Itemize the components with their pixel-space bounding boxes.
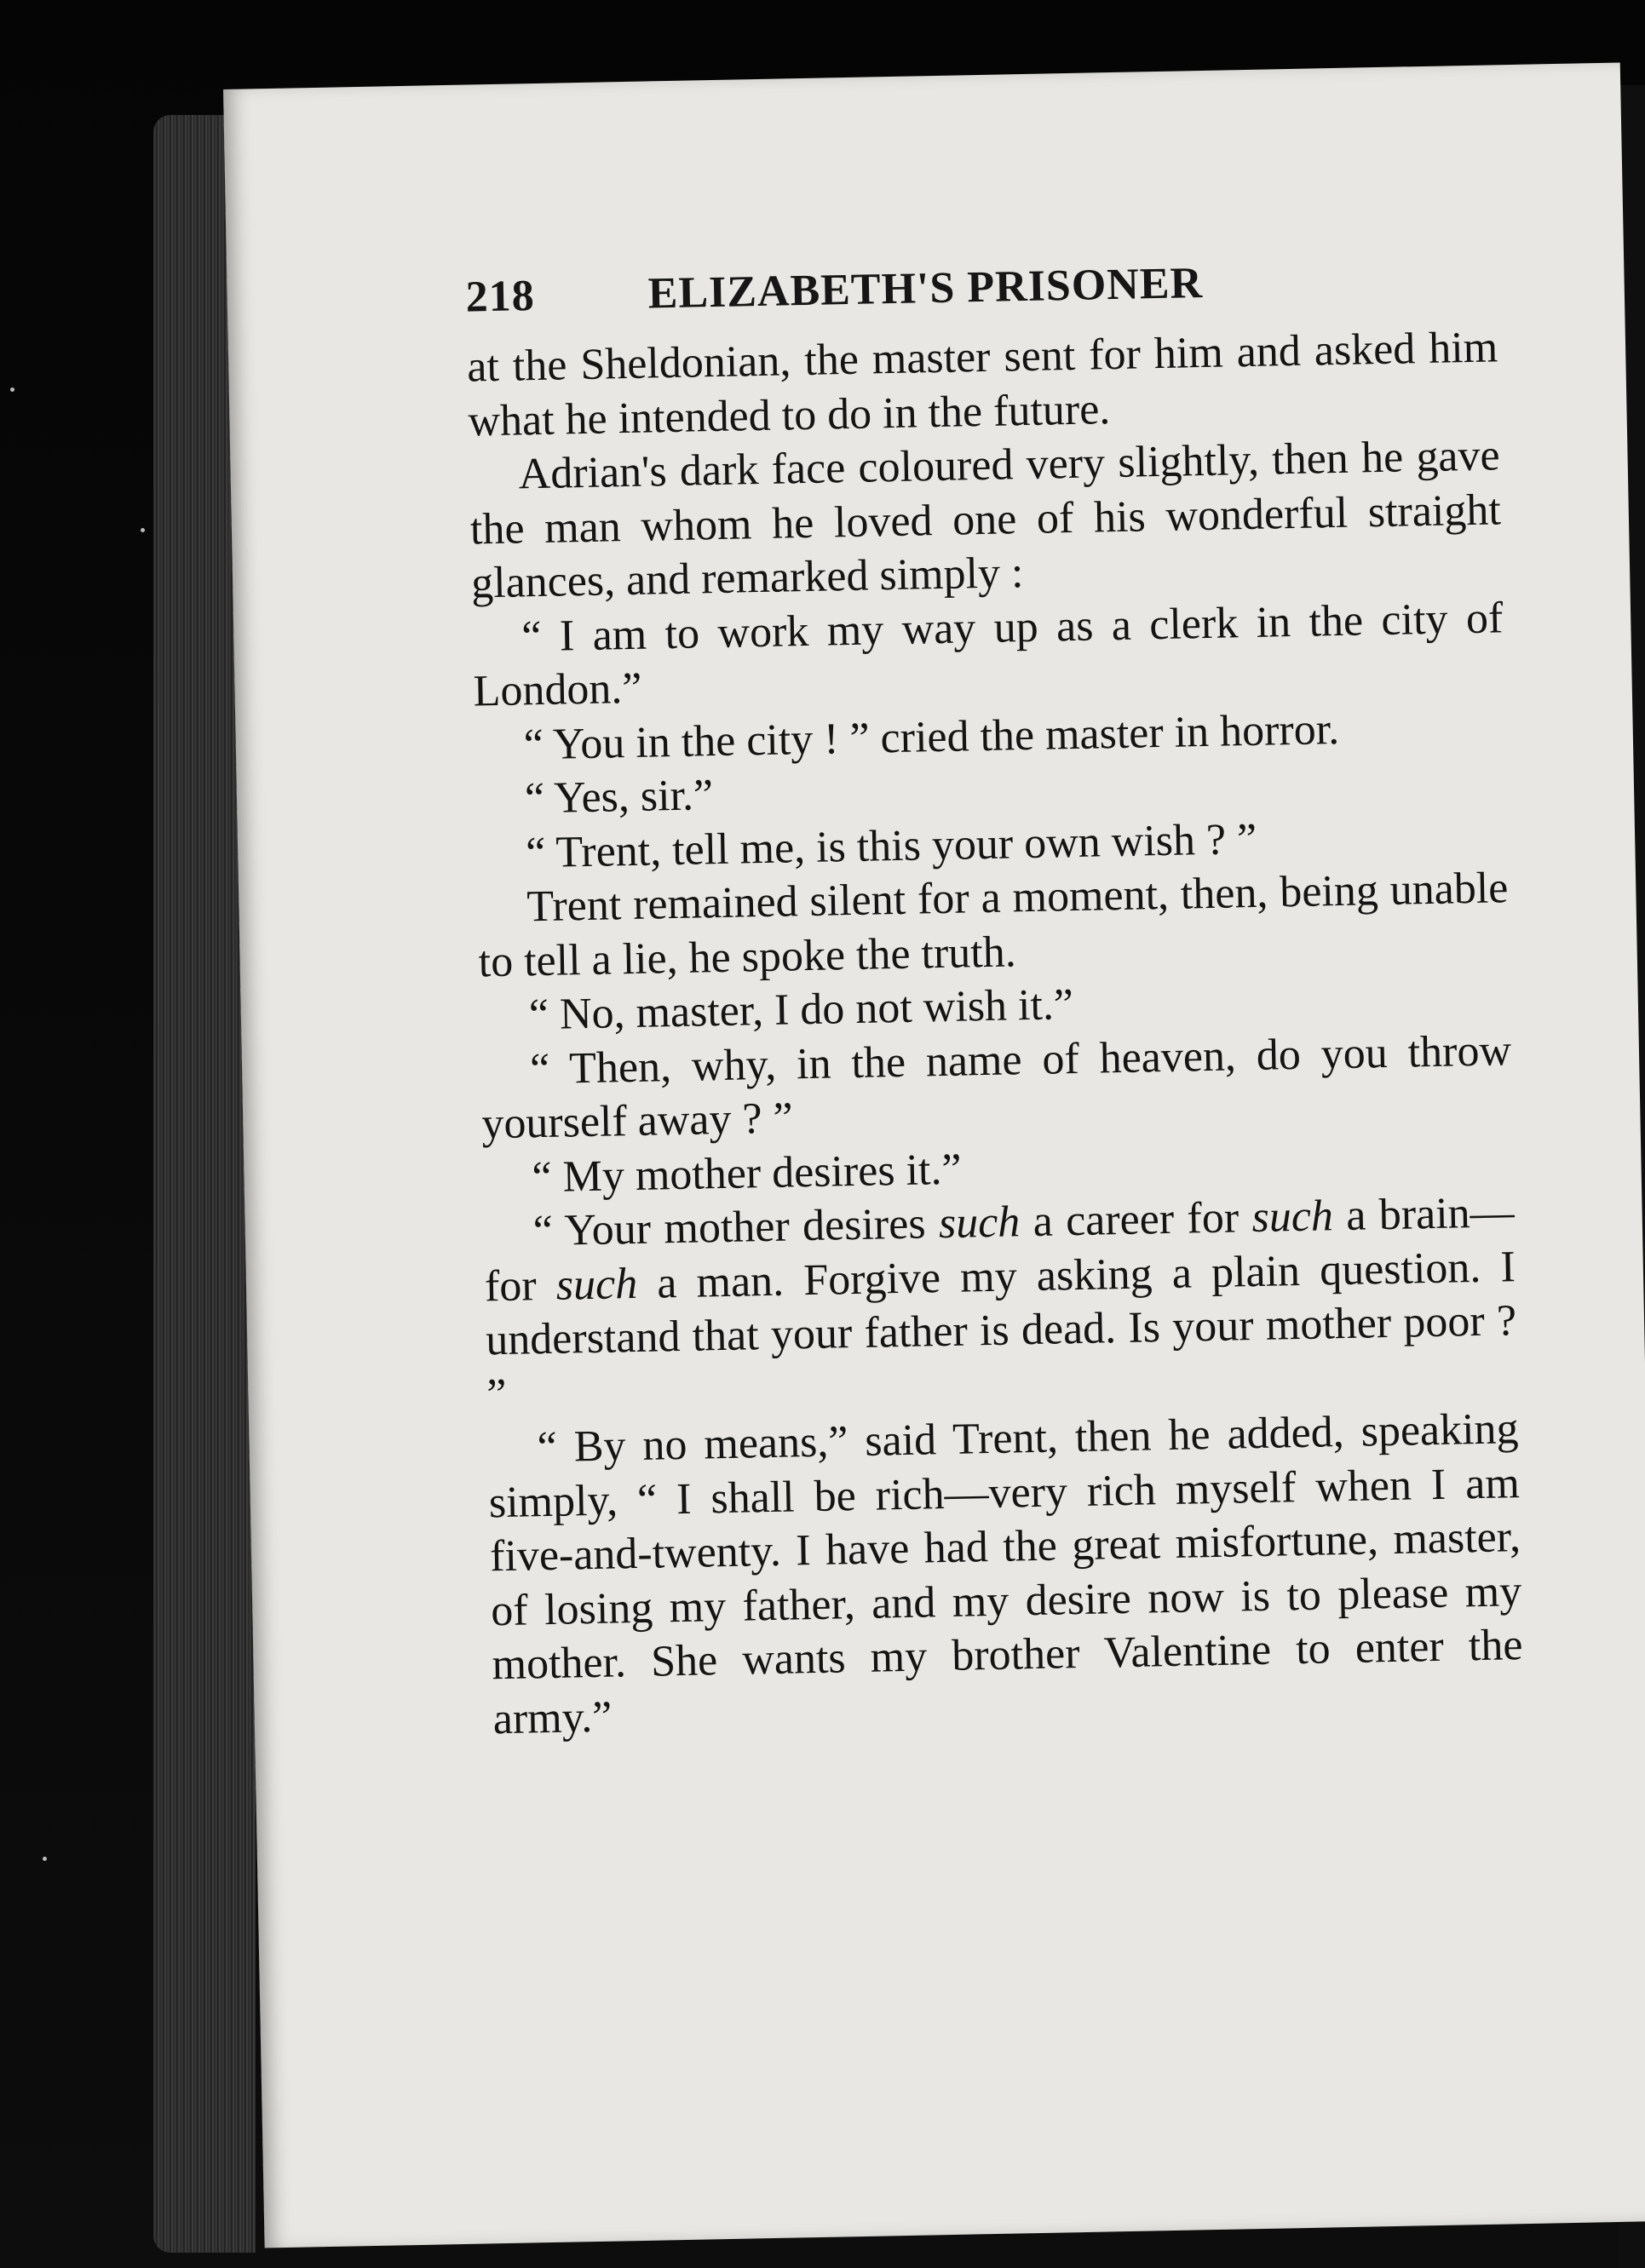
paragraph bbox=[483, 1186, 1518, 1421]
text-run: a career for bbox=[1019, 1193, 1253, 1247]
paragraph: Adrian's dark face coloured very slightly, then he gave the man whom he loved one of his wonderful straight glances, and remarked simply : bbox=[469, 431, 1502, 608]
paragraph: “ By no means,” said Trent, then he added, speaking simply, “ I shall be rich—very rich myself when I am five-and-twenty. I have had the great misfortune, master, of losing my father, and my desire now is to please my mother. She wants my brother Valentine to enter the army.” bbox=[488, 1404, 1523, 1743]
paragraph: at the Sheldonian, the master sent for him and asked him what he intended to do in the future. bbox=[466, 323, 1498, 446]
paragraph: “ Then, why, in the name of heaven, do you throw yourself away ? ” bbox=[480, 1025, 1512, 1149]
italic-word: such bbox=[1251, 1191, 1334, 1243]
dust-speck bbox=[141, 528, 145, 532]
page-number: 218 bbox=[465, 272, 536, 322]
text-run: a brain—for bbox=[484, 1188, 1516, 1311]
running-title: ELIZABETH'S PRISONER bbox=[647, 258, 1204, 319]
paragraph: Trent remained silent for a moment, then, being unable to tell a lie, he spoke the truth. bbox=[478, 864, 1509, 986]
book-page bbox=[223, 63, 1645, 2248]
text-run: “ Your mother desires bbox=[532, 1199, 940, 1256]
paragraph: “ No, master, I do not wish it.” bbox=[528, 980, 1074, 1040]
page-header bbox=[465, 258, 1203, 323]
italic-word: such bbox=[555, 1259, 638, 1310]
text-run: a man. Forgive my asking a plain question. I understand that your father is dead. Is your mother poor ? ” bbox=[485, 1242, 1517, 1419]
paragraph: “ I am to work my way up as a clerk in the city of London.” bbox=[473, 593, 1504, 716]
paragraph: “ Trent, tell me, is this your own wish ? ” bbox=[525, 814, 1257, 877]
italic-word: such bbox=[938, 1197, 1021, 1249]
dust-speck bbox=[43, 1857, 47, 1861]
paragraph: “ Yes, sir.” bbox=[524, 771, 714, 824]
page-text bbox=[467, 320, 1524, 1746]
paragraph: “ You in the city ! ” cried the master in horror. bbox=[523, 704, 1340, 769]
dust-speck bbox=[10, 388, 14, 392]
paragraph: “ My mother desires it.” bbox=[532, 1145, 963, 1202]
